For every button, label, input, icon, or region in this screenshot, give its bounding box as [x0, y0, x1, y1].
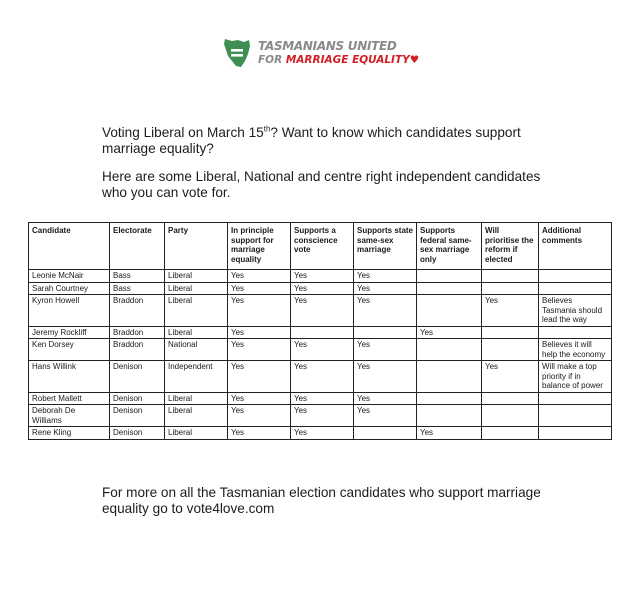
header-in-principle-support: In principle support for marriage equality	[228, 223, 291, 270]
intro-paragraph-2: Here are some Liberal, National and centre right independent candidates who you can vote for.	[102, 169, 541, 200]
cell-prioritise	[482, 339, 539, 361]
cell-federal-only	[417, 270, 482, 283]
header-federal-marriage-only: Supports federal same-sex marriage only	[417, 223, 482, 270]
cell-electorate: Bass	[110, 270, 165, 283]
cell-comments: Will make a top priority if in balance of power	[539, 361, 612, 393]
cell-party: Liberal	[165, 282, 228, 295]
cell-prioritise	[482, 427, 539, 440]
cell-state-marriage: Yes	[354, 295, 417, 327]
cell-state-marriage: Yes	[354, 270, 417, 283]
table-row	[29, 270, 612, 283]
cell-federal-only: Yes	[417, 427, 482, 440]
cell-comments: Believes it will help the economy	[539, 339, 612, 361]
cell-in-principle: Yes	[228, 405, 291, 427]
cell-in-principle: Yes	[228, 326, 291, 339]
logo	[222, 36, 419, 70]
cell-conscience-vote: Yes	[291, 282, 354, 295]
cell-party: National	[165, 339, 228, 361]
cell-electorate: Denison	[110, 405, 165, 427]
cell-state-marriage: Yes	[354, 405, 417, 427]
cell-state-marriage: Yes	[354, 282, 417, 295]
table-header-row	[29, 223, 612, 270]
table-row	[29, 282, 612, 295]
cell-conscience-vote: Yes	[291, 361, 354, 393]
cell-federal-only	[417, 282, 482, 295]
cell-prioritise	[482, 282, 539, 295]
table-row	[29, 392, 612, 405]
cell-prioritise: Yes	[482, 361, 539, 393]
cell-in-principle: Yes	[228, 282, 291, 295]
cell-comments	[539, 326, 612, 339]
header-prioritise-reform: Will prioritise the reform if elected	[482, 223, 539, 270]
cell-in-principle: Yes	[228, 361, 291, 393]
cell-state-marriage	[354, 427, 417, 440]
cell-in-principle: Yes	[228, 427, 291, 440]
cell-in-principle: Yes	[228, 339, 291, 361]
cell-electorate: Bass	[110, 282, 165, 295]
logo-text	[258, 39, 419, 67]
cell-prioritise	[482, 392, 539, 405]
cell-candidate: Ken Dorsey	[29, 339, 110, 361]
cell-electorate: Denison	[110, 427, 165, 440]
cell-in-principle: Yes	[228, 392, 291, 405]
intro-p1-after: ? Want to know which candidates support marriage equality?	[102, 125, 521, 156]
cell-party: Liberal	[165, 405, 228, 427]
header-party: Party	[165, 223, 228, 270]
cell-candidate: Hans Willink	[29, 361, 110, 393]
intro-paragraph-1	[102, 125, 562, 157]
table-body	[29, 270, 612, 440]
cell-comments	[539, 427, 612, 440]
cell-in-principle: Yes	[228, 270, 291, 283]
cell-federal-only: Yes	[417, 326, 482, 339]
cell-candidate: Robert Mallett	[29, 392, 110, 405]
cell-federal-only	[417, 361, 482, 393]
cell-conscience-vote: Yes	[291, 339, 354, 361]
logo-line2-accent: MARRIAGE EQUALITY	[285, 54, 410, 66]
logo-line2	[258, 53, 419, 67]
cell-conscience-vote	[291, 326, 354, 339]
table-row	[29, 427, 612, 440]
cell-party: Independent	[165, 361, 228, 393]
table-row	[29, 405, 612, 427]
table-row	[29, 361, 612, 393]
header-electorate: Electorate	[110, 223, 165, 270]
cell-party: Liberal	[165, 270, 228, 283]
table-row	[29, 295, 612, 327]
intro-p1-before: Voting Liberal on March 15	[102, 125, 264, 140]
table-row	[29, 339, 612, 361]
header-candidate: Candidate	[29, 223, 110, 270]
cell-federal-only	[417, 392, 482, 405]
cell-federal-only	[417, 405, 482, 427]
table-row	[29, 326, 612, 339]
cell-federal-only	[417, 339, 482, 361]
cell-electorate: Braddon	[110, 295, 165, 327]
cell-comments	[539, 405, 612, 427]
cell-state-marriage	[354, 326, 417, 339]
footer-paragraph: For more on all the Tasmanian election candidates who support marriage equality go to vote4love.com	[102, 485, 541, 516]
cell-state-marriage: Yes	[354, 361, 417, 393]
header-conscience-vote: Supports a conscience vote	[291, 223, 354, 270]
cell-candidate: Leonie McNair	[29, 270, 110, 283]
cell-state-marriage: Yes	[354, 392, 417, 405]
cell-candidate: Deborah De Williams	[29, 405, 110, 427]
cell-conscience-vote: Yes	[291, 295, 354, 327]
cell-federal-only	[417, 295, 482, 327]
cell-candidate: Kyron Howell	[29, 295, 110, 327]
cell-candidate: Rene Kling	[29, 427, 110, 440]
cell-comments	[539, 392, 612, 405]
logo-line1: TASMANIANS UNITED	[258, 39, 397, 53]
intro-p1-sup: th	[263, 124, 271, 134]
cell-candidate: Sarah Courtney	[29, 282, 110, 295]
cell-candidate: Jeremy Rockliff	[29, 326, 110, 339]
header-additional-comments: Additional comments	[539, 223, 612, 270]
cell-prioritise	[482, 405, 539, 427]
logo-line2-prefix: FOR	[258, 54, 286, 66]
cell-conscience-vote: Yes	[291, 405, 354, 427]
cell-electorate: Denison	[110, 392, 165, 405]
cell-party: Liberal	[165, 427, 228, 440]
cell-in-principle: Yes	[228, 295, 291, 327]
cell-comments	[539, 282, 612, 295]
header-state-marriage: Supports state same-sex marriage	[354, 223, 417, 270]
cell-electorate: Braddon	[110, 326, 165, 339]
heart-icon: ♥	[409, 54, 420, 66]
candidates-table	[28, 222, 612, 440]
tasmania-map-equals-icon	[222, 36, 252, 70]
cell-comments: Believes Tasmania should lead the way	[539, 295, 612, 327]
cell-comments	[539, 270, 612, 283]
cell-electorate: Denison	[110, 361, 165, 393]
cell-electorate: Braddon	[110, 339, 165, 361]
cell-conscience-vote: Yes	[291, 392, 354, 405]
cell-prioritise: Yes	[482, 295, 539, 327]
cell-prioritise	[482, 326, 539, 339]
cell-party: Liberal	[165, 326, 228, 339]
cell-conscience-vote: Yes	[291, 427, 354, 440]
cell-party: Liberal	[165, 392, 228, 405]
cell-state-marriage: Yes	[354, 339, 417, 361]
cell-prioritise	[482, 270, 539, 283]
cell-party: Liberal	[165, 295, 228, 327]
cell-conscience-vote: Yes	[291, 270, 354, 283]
